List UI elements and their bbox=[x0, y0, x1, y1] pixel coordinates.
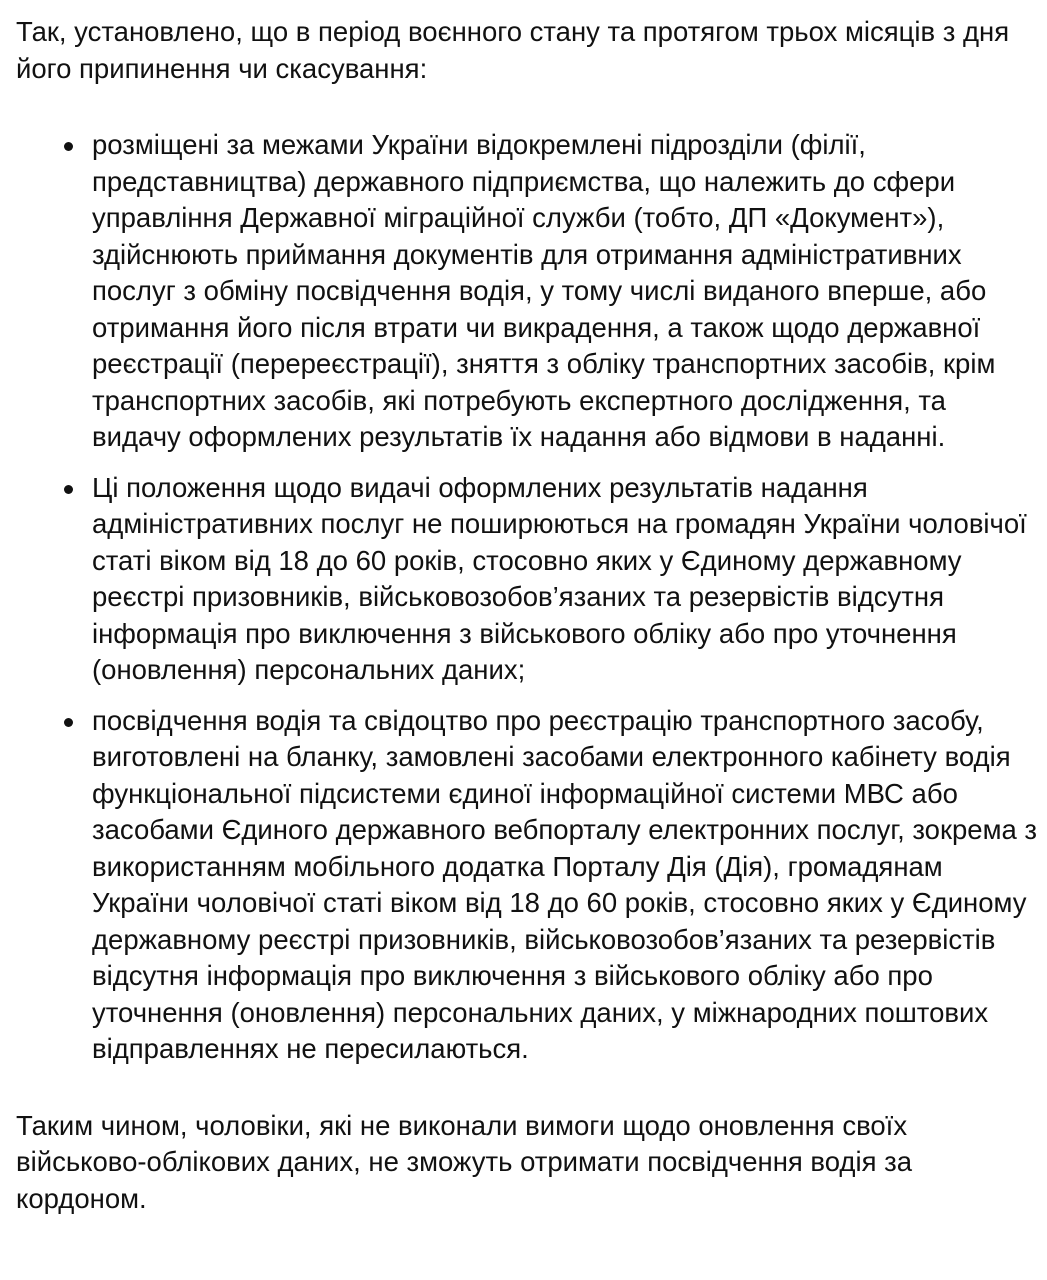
bullet-icon bbox=[64, 718, 73, 727]
conclusion-paragraph: Таким чином, чоловіки, які не виконали вимоги щодо оновлення своїх військово-облікових даних, не зможуть отримати посвідчення водія за кордоном. bbox=[16, 1109, 913, 1214]
intro-paragraph: Так, установлено, що в період воєнного стану та протягом трьох місяців з дня його припинення чи скасування: bbox=[16, 16, 1010, 84]
list-item bbox=[16, 470, 1041, 689]
list-item-text: розміщені за межами України відокремлені підрозділи (філії, представництва) державного підприємства, що належить до сфери управління Державної міграційної служби (тобто, ДП «Документ»), здійснюють приймання документів для отримання адміністративних послуг з обміну посвідчення водія, у тому числі виданого вперше, або отримання його після втрати чи викрадення, а також щодо державної реєстрації (перереєстрації), зняття з обліку транспортних засобів, крім транспортних засобів, які потребують експертного дослідження, та видачу оформлених результатів їх надання або відмови в наданні. bbox=[92, 129, 996, 452]
list-item bbox=[16, 703, 1041, 1068]
list-item bbox=[16, 127, 1041, 456]
bullet-list bbox=[16, 127, 1041, 1068]
bullet-icon bbox=[64, 142, 73, 151]
list-item-text: Ці положення щодо видачі оформлених результатів надання адміністративних послуг не поширюються на громадян України чоловічої статі віком від 18 до 60 років, стосовно яких у Єдиному державному реєстрі призовників, військовозобов’язаних та резервістів відсутня інформація про виключення з військового обліку або про уточнення (оновлення) персональних даних; bbox=[92, 471, 1027, 685]
list-item-text: посвідчення водія та свідоцтво про реєстрацію транспортного засобу, виготовлені на бланку, замовлені засобами електронного кабінету водія функціональної підсистеми єдиної інформаційної системи МВС або засобами Єдиного державного вебпорталу електронних послуг, зокрема з використанням мобільного додатка Порталу Дія (Дія), громадянам України чоловічої статі віком від 18 до 60 років, стосовно яких у Єдиному державному реєстрі призовників, військовозобов’язаних та резервістів відсутня інформація про виключення з військового обліку або про уточнення (оновлення) персональних даних, у міжнародних поштових відправленнях не пересилаються. bbox=[92, 704, 1038, 1064]
bullet-icon bbox=[64, 485, 73, 494]
document-body bbox=[16, 14, 1041, 1217]
